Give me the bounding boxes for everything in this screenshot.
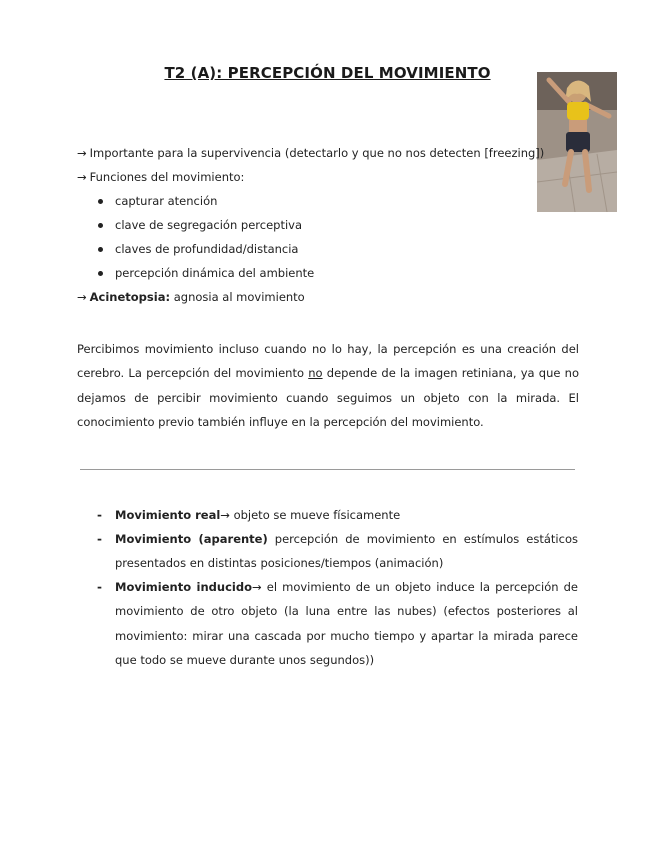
dash-bullet-icon: -: [97, 532, 102, 546]
movement-type-description: percepción de movimiento en estímulos estáticos presentados en distintas posiciones/tiempos (animación): [115, 532, 578, 571]
movement-type-term: Movimiento (aparente): [115, 532, 268, 546]
movement-type-term: Movimiento real: [115, 508, 221, 522]
acinetopsia-line: [77, 290, 305, 305]
paragraph-underlined-word: no: [308, 366, 323, 381]
movement-type-item: [115, 527, 578, 576]
intro-text-functions: Funciones del movimiento:: [89, 170, 245, 184]
movement-type-term: Movimiento inducido: [115, 580, 252, 594]
photo-image: [537, 72, 617, 212]
page-title: T2 (A): PERCEPCIÓN DEL MOVIMIENTO: [164, 64, 491, 82]
arrow-icon: →: [252, 580, 262, 594]
bullet-dot-icon: [98, 247, 103, 252]
photo-person-dancing-icon: [537, 72, 617, 212]
intro-line-functions: [77, 170, 244, 185]
bullet-dot-icon: [98, 199, 103, 204]
function-item: capturar atención: [115, 194, 218, 208]
arrow-icon: →: [220, 508, 230, 522]
function-item: claves de profundidad/distancia: [115, 242, 299, 256]
movement-type-item: [115, 575, 578, 672]
dash-bullet-icon: -: [97, 580, 102, 594]
acinetopsia-term: Acinetopsia:: [89, 290, 171, 304]
arrow-icon: →: [77, 146, 87, 160]
bullet-dot-icon: [98, 271, 103, 276]
function-item: clave de segregación perceptiva: [115, 218, 302, 232]
movement-type-description: el movimiento de un objeto induce la percepción de movimiento de otro objeto (la luna entre las nubes) (efectos posteriores al movimiento: mirar una cascada por mucho tiempo y apartar la mirada parece que todo se mueve durante unos segundos)): [115, 580, 579, 667]
movement-type-description: objeto se mueve físicamente: [229, 508, 401, 522]
bullet-dot-icon: [98, 223, 103, 228]
movement-type-item: [115, 503, 578, 527]
horizontal-divider: [80, 469, 575, 470]
arrow-icon: →: [77, 290, 87, 304]
arrow-icon: →: [77, 170, 87, 184]
paragraph-text-1: Percibimos movimiento incluso cuando no lo hay, la percepción es una creación del cerebro. La percepción del movimiento: [77, 342, 579, 381]
acinetopsia-definition: agnosia al movimiento: [170, 290, 305, 304]
intro-line-survival: [77, 146, 544, 161]
intro-text-survival: Importante para la supervivencia (detectarlo y que no nos detecten [freezing]): [89, 146, 545, 160]
dash-bullet-icon: -: [97, 508, 102, 522]
explanation-paragraph: [77, 337, 579, 434]
function-item: percepción dinámica del ambiente: [115, 266, 315, 280]
paragraph-text-2: depende de la imagen retiniana, ya que no dejamos de percibir movimiento cuando seguimos un objeto con la mirada. El conocimiento previo también influye en la percepción del movimiento.: [77, 366, 579, 429]
